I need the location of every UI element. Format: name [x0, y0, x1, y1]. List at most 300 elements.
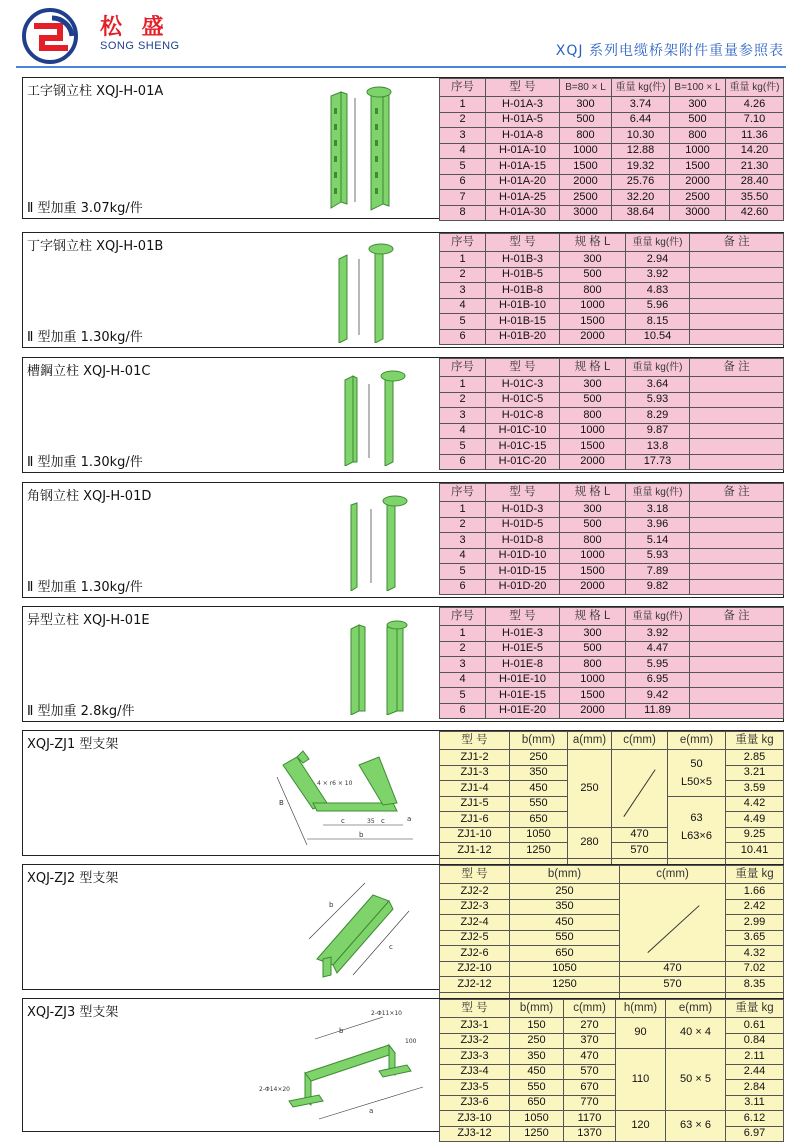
table-cell: 670 — [564, 1080, 616, 1096]
weight-table — [439, 78, 784, 221]
table-cell — [690, 703, 784, 719]
table-cell: 8.15 — [626, 314, 690, 330]
table-cell: 重量 kg — [726, 732, 784, 750]
table-cell: 4.42 — [726, 796, 784, 812]
table-cell: ZJ3-6 — [440, 1095, 510, 1111]
table-cell: 570 — [612, 843, 668, 859]
table-row — [440, 672, 784, 688]
table-cell: H-01D-3 — [486, 502, 560, 518]
section-note: Ⅱ 型加重 1.30kg/件 — [27, 455, 143, 470]
table-cell: 13.8 — [626, 439, 690, 455]
table-row — [440, 1095, 784, 1111]
table-cell: 8 — [440, 205, 486, 221]
table-cell — [690, 423, 784, 439]
table-cell: 3.21 — [726, 765, 784, 781]
table-row — [440, 502, 784, 518]
fig-label: c — [389, 943, 393, 951]
table-cell: ZJ3-10 — [440, 1111, 510, 1127]
table-cell: ZJ3-4 — [440, 1064, 510, 1080]
table-cell: H-01C-5 — [486, 392, 560, 408]
table-cell: 6.44 — [612, 112, 670, 128]
table-row — [440, 1000, 784, 1018]
table-cell: 序号 — [440, 359, 486, 377]
table-cell: 备 注 — [690, 608, 784, 626]
table-cell: 2500 — [670, 190, 726, 206]
table-cell: 350 — [510, 765, 568, 781]
table-cell: 40 × 4 — [666, 1018, 726, 1049]
table-cell: 9.42 — [626, 688, 690, 704]
weight-table — [439, 233, 784, 345]
section-title: XQJ-ZJ1 型支架 — [27, 737, 119, 752]
table-cell: H-01A-15 — [486, 159, 560, 175]
table-cell: H-01A-25 — [486, 190, 560, 206]
table-row — [440, 283, 784, 299]
table-cell: H-01C-10 — [486, 423, 560, 439]
table-row — [440, 1111, 784, 1127]
table-cell: 650 — [510, 1095, 564, 1111]
table-cell: 550 — [510, 930, 620, 946]
table-cell: 1000 — [560, 423, 626, 439]
table-cell: ZJ1-4 — [440, 781, 510, 797]
table-cell: 11.89 — [626, 703, 690, 719]
table-cell: 5.93 — [626, 548, 690, 564]
table-cell: 1 — [440, 626, 486, 642]
table-cell: 2 — [440, 392, 486, 408]
table-cell: 9.87 — [626, 423, 690, 439]
table-cell: ZJ2-3 — [440, 899, 510, 915]
table-row — [440, 930, 784, 946]
fig-label: b — [359, 831, 364, 839]
table-cell: 3 — [440, 408, 486, 424]
table-cell — [690, 517, 784, 533]
table-cell: 90 — [616, 1018, 666, 1049]
table-cell: 1000 — [670, 143, 726, 159]
zj3-bracket-figure — [259, 1009, 435, 1129]
zj2-bracket-figure — [293, 879, 433, 987]
fig-label: 4 × r6 × 10 — [317, 780, 353, 787]
weight-table — [439, 358, 784, 470]
table-cell: ZJ3-2 — [440, 1033, 510, 1049]
table-cell: c(mm) — [620, 866, 726, 884]
table-cell: ZJ3-12 — [440, 1126, 510, 1142]
table-cell: 1000 — [560, 298, 626, 314]
table-cell: H-01A-3 — [486, 97, 560, 113]
table-cell: 4.47 — [626, 641, 690, 657]
table-row — [440, 548, 784, 564]
table-cell: 11.36 — [726, 128, 784, 144]
table-row — [440, 946, 784, 962]
table-row — [440, 359, 784, 377]
table-row — [440, 314, 784, 330]
table-cell: 42.60 — [726, 205, 784, 221]
col-header: 重量 kg(件) — [726, 79, 784, 97]
table-cell: c(mm) — [564, 1000, 616, 1018]
table-row — [440, 608, 784, 626]
table-cell: 5 — [440, 314, 486, 330]
table-row — [440, 329, 784, 345]
table-cell: ZJ1-10 — [440, 827, 510, 843]
table-cell: 5.93 — [626, 392, 690, 408]
table-cell — [690, 377, 784, 393]
table-cell: ZJ3-1 — [440, 1018, 510, 1034]
weight-table — [439, 607, 784, 719]
table-row — [440, 641, 784, 657]
table-cell: 9.82 — [626, 579, 690, 595]
table-cell: b(mm) — [510, 1000, 564, 1018]
table-cell: 型 号 — [440, 1000, 510, 1018]
table-row — [440, 866, 784, 884]
table-cell — [690, 314, 784, 330]
table-cell: 1500 — [560, 564, 626, 580]
table-cell: 6.12 — [726, 1111, 784, 1127]
table-cell: 6 — [440, 454, 486, 470]
table-cell — [690, 454, 784, 470]
table-cell: 型 号 — [486, 608, 560, 626]
table-row — [440, 484, 784, 502]
table-cell: c(mm) — [612, 732, 668, 750]
table-cell: 重量 kg — [726, 866, 784, 884]
section-h01c — [22, 357, 784, 473]
fig-label: 35 — [367, 818, 375, 825]
table-cell: H-01D-10 — [486, 548, 560, 564]
table-row — [440, 439, 784, 455]
table-cell: 800 — [560, 408, 626, 424]
table-cell: H-01C-8 — [486, 408, 560, 424]
table-cell: 3000 — [560, 205, 612, 221]
table-cell: H-01C-20 — [486, 454, 560, 470]
table-cell: H-01A-20 — [486, 174, 560, 190]
table-cell: 1250 — [510, 843, 568, 859]
table-cell: 规 格 L — [560, 484, 626, 502]
fig-label: 2-Φ11×10 — [371, 1010, 403, 1017]
table-cell — [690, 329, 784, 345]
table-cell: 10.41 — [726, 843, 784, 859]
table-cell: 2.42 — [726, 899, 784, 915]
table-cell: 6 — [440, 174, 486, 190]
table-cell — [690, 298, 784, 314]
table-cell — [690, 626, 784, 642]
table-cell — [690, 392, 784, 408]
fig-label: a — [369, 1107, 374, 1115]
col-header: 型 号 — [486, 79, 560, 97]
table-cell: 规 格 L — [560, 234, 626, 252]
table-cell: ZJ3-3 — [440, 1049, 510, 1065]
table-cell: 4.26 — [726, 97, 784, 113]
table-cell: 250 — [510, 1033, 564, 1049]
table-cell: 28.40 — [726, 174, 784, 190]
table-cell: 重量 kg(件) — [626, 608, 690, 626]
table-cell: 1 — [440, 252, 486, 268]
table-cell: 150 — [510, 1018, 564, 1034]
table-row — [440, 1049, 784, 1065]
table-cell: 3.64 — [626, 377, 690, 393]
table-cell: b(mm) — [510, 732, 568, 750]
table-cell: H-01D-8 — [486, 533, 560, 549]
table-cell: ZJ2-5 — [440, 930, 510, 946]
table-cell: 10.54 — [626, 329, 690, 345]
table-cell: 型 号 — [486, 234, 560, 252]
table-cell: 4 — [440, 143, 486, 159]
table-cell — [620, 884, 726, 962]
table-cell: H-01A-8 — [486, 128, 560, 144]
table-row — [440, 827, 784, 843]
table-cell: 3.96 — [626, 517, 690, 533]
table-cell: 1500 — [560, 314, 626, 330]
table-row — [440, 533, 784, 549]
table-cell: 3000 — [670, 205, 726, 221]
table-cell: 250 — [510, 884, 620, 900]
table-cell: b(mm) — [510, 866, 620, 884]
table-cell: 5 — [440, 159, 486, 175]
table-cell: 3 — [440, 128, 486, 144]
table-cell: 570 — [564, 1064, 616, 1080]
table-cell: 63 L63×6 — [668, 796, 726, 858]
table-cell — [690, 267, 784, 283]
fig-label: c — [341, 817, 345, 825]
table-cell: 重量 kg(件) — [626, 484, 690, 502]
fig-label: b — [329, 901, 334, 909]
table-cell: 1050 — [510, 827, 568, 843]
table-cell: 重量 kg(件) — [626, 234, 690, 252]
table-cell: 序号 — [440, 608, 486, 626]
table-cell: 1000 — [560, 143, 612, 159]
table-cell: 1 — [440, 502, 486, 518]
table-cell: e(mm) — [668, 732, 726, 750]
col-header: 重量 kg(件) — [612, 79, 670, 97]
table-cell: 800 — [670, 128, 726, 144]
table-cell: 5 — [440, 564, 486, 580]
section-h01e — [22, 606, 784, 722]
table-cell — [690, 672, 784, 688]
table-row — [440, 205, 784, 221]
table-cell: H-01E-15 — [486, 688, 560, 704]
table-cell: 4 — [440, 298, 486, 314]
table-cell: 500 — [560, 641, 626, 657]
table-cell: 470 — [620, 961, 726, 977]
table-cell: H-01C-15 — [486, 439, 560, 455]
table-cell: 1250 — [510, 977, 620, 993]
table-row — [440, 159, 784, 175]
table-cell: 17.73 — [626, 454, 690, 470]
table-cell: 1000 — [560, 672, 626, 688]
weight-table — [439, 483, 784, 595]
table-cell: 450 — [510, 781, 568, 797]
table-cell: ZJ1-6 — [440, 812, 510, 828]
table-row — [440, 298, 784, 314]
table-row — [440, 564, 784, 580]
table-cell: 350 — [510, 1049, 564, 1065]
angle-column-figure — [323, 491, 413, 591]
table-cell: 3.11 — [726, 1095, 784, 1111]
table-cell: 5 — [440, 439, 486, 455]
i-beam-column-figure — [319, 84, 409, 214]
table-cell: 6 — [440, 579, 486, 595]
table-cell: 1000 — [560, 548, 626, 564]
table-cell: ZJ2-6 — [440, 946, 510, 962]
table-cell: H-01D-15 — [486, 564, 560, 580]
fig-label: B — [279, 799, 284, 807]
section-title: XQJ-ZJ3 型支架 — [27, 1005, 119, 1020]
table-cell: 650 — [510, 812, 568, 828]
table-cell: 300 — [560, 502, 626, 518]
table-cell — [690, 408, 784, 424]
fig-label: c — [381, 817, 385, 825]
table-cell: 1370 — [564, 1126, 616, 1142]
table-cell: 2 — [440, 641, 486, 657]
table-cell: 0.84 — [726, 1033, 784, 1049]
table-cell: 50 × 5 — [666, 1049, 726, 1111]
table-cell: 6.97 — [726, 1126, 784, 1142]
table-row — [440, 1126, 784, 1142]
table-cell: 2000 — [560, 454, 626, 470]
section-h01d — [22, 482, 784, 598]
table-cell: 2.85 — [726, 750, 784, 766]
table-cell: 2.44 — [726, 1064, 784, 1080]
table-row — [440, 517, 784, 533]
col-header: B=80 × L — [560, 79, 612, 97]
table-cell — [690, 533, 784, 549]
table-cell: H-01B-3 — [486, 252, 560, 268]
table-cell: 2000 — [560, 703, 626, 719]
table-cell: 2000 — [560, 329, 626, 345]
section-title: 槽鋼立柱 XQJ-H-01C — [27, 364, 151, 379]
table-cell: 1050 — [510, 961, 620, 977]
table-row — [440, 190, 784, 206]
table-cell: 250 — [568, 750, 612, 828]
table-row — [440, 884, 784, 900]
table-cell: H-01B-5 — [486, 267, 560, 283]
table-cell: 1500 — [560, 159, 612, 175]
table-cell: 450 — [510, 1064, 564, 1080]
table-cell — [690, 502, 784, 518]
table-cell: 280 — [568, 827, 612, 858]
table-cell: 重量 kg(件) — [626, 359, 690, 377]
table-cell — [690, 657, 784, 673]
table-cell: 800 — [560, 128, 612, 144]
table-cell: 2.84 — [726, 1080, 784, 1096]
section-title: 丁字钢立柱 XQJ-H-01B — [27, 239, 164, 254]
table-cell — [690, 688, 784, 704]
table-cell: 25.76 — [612, 174, 670, 190]
table-row — [440, 750, 784, 766]
table-cell: 3 — [440, 283, 486, 299]
table-cell: 3.92 — [626, 626, 690, 642]
table-cell: 120 — [616, 1111, 666, 1142]
table-row — [440, 688, 784, 704]
table-cell: 63 × 6 — [666, 1111, 726, 1142]
table-cell: H-01B-8 — [486, 283, 560, 299]
table-cell: H-01A-5 — [486, 112, 560, 128]
table-cell: 550 — [510, 796, 568, 812]
table-cell: 3.59 — [726, 781, 784, 797]
table-cell: 500 — [560, 112, 612, 128]
table-cell: 1500 — [560, 688, 626, 704]
table-cell: 470 — [564, 1049, 616, 1065]
table-cell — [690, 439, 784, 455]
section-h01a — [22, 77, 784, 219]
songsheng-logo-icon — [22, 8, 90, 64]
table-row — [440, 234, 784, 252]
table-cell: ZJ2-10 — [440, 961, 510, 977]
table-row — [440, 392, 784, 408]
table-row — [440, 961, 784, 977]
section-note: Ⅱ 型加重 2.8kg/件 — [27, 704, 135, 719]
table-cell: 50 L50×5 — [668, 750, 726, 797]
table-cell: 10.30 — [612, 128, 670, 144]
table-row — [440, 977, 784, 993]
table-row — [440, 703, 784, 719]
table-cell: 270 — [564, 1018, 616, 1034]
table-row — [440, 732, 784, 750]
table-cell: 8.35 — [726, 977, 784, 993]
table-cell: ZJ1-2 — [440, 750, 510, 766]
col-header: B=100 × L — [670, 79, 726, 97]
section-note: Ⅱ 型加重 1.30kg/件 — [27, 580, 143, 595]
table-cell: 7.02 — [726, 961, 784, 977]
table-cell: 型 号 — [440, 732, 510, 750]
table-row — [440, 843, 784, 859]
table-cell: 450 — [510, 915, 620, 931]
table-row — [440, 1064, 784, 1080]
table-row — [440, 899, 784, 915]
table-cell: 4 — [440, 548, 486, 564]
table-row — [440, 1080, 784, 1096]
table-row — [440, 174, 784, 190]
section-title: 角钢立柱 XQJ-H-01D — [27, 489, 152, 504]
table-cell: 38.64 — [612, 205, 670, 221]
weight-table — [439, 999, 784, 1142]
table-row — [440, 626, 784, 642]
table-cell: 800 — [560, 283, 626, 299]
table-row — [440, 579, 784, 595]
channel-column-figure — [323, 366, 413, 466]
fig-label: 100 — [405, 1038, 417, 1045]
table-cell — [690, 564, 784, 580]
table-cell: 5.96 — [626, 298, 690, 314]
table-cell: 规 格 L — [560, 359, 626, 377]
table-cell: 6 — [440, 703, 486, 719]
table-cell: 5 — [440, 688, 486, 704]
fig-label: a — [407, 815, 412, 823]
table-cell: 2 — [440, 517, 486, 533]
table-cell: 1 — [440, 377, 486, 393]
table-cell: 300 — [560, 377, 626, 393]
table-cell: 2000 — [560, 579, 626, 595]
table-cell: ZJ1-12 — [440, 843, 510, 859]
section-title: XQJ-ZJ2 型支架 — [27, 871, 119, 886]
table-cell: 型 号 — [486, 484, 560, 502]
table-cell: 12.88 — [612, 143, 670, 159]
table-row — [440, 454, 784, 470]
table-cell: H-01E-20 — [486, 703, 560, 719]
col-header: 序号 — [440, 79, 486, 97]
table-cell — [690, 579, 784, 595]
table-cell: 250 — [510, 750, 568, 766]
table-cell — [690, 548, 784, 564]
table-cell: 3.18 — [626, 502, 690, 518]
table-cell: 6 — [440, 329, 486, 345]
table-cell: 3.92 — [626, 267, 690, 283]
table-cell: ZJ2-12 — [440, 977, 510, 993]
table-cell: 21.30 — [726, 159, 784, 175]
table-row — [440, 79, 784, 97]
table-cell: 14.20 — [726, 143, 784, 159]
table-cell: 1250 — [510, 1126, 564, 1142]
table-cell: 3 — [440, 657, 486, 673]
table-row — [440, 252, 784, 268]
page-header — [0, 0, 800, 72]
table-cell: 2000 — [670, 174, 726, 190]
